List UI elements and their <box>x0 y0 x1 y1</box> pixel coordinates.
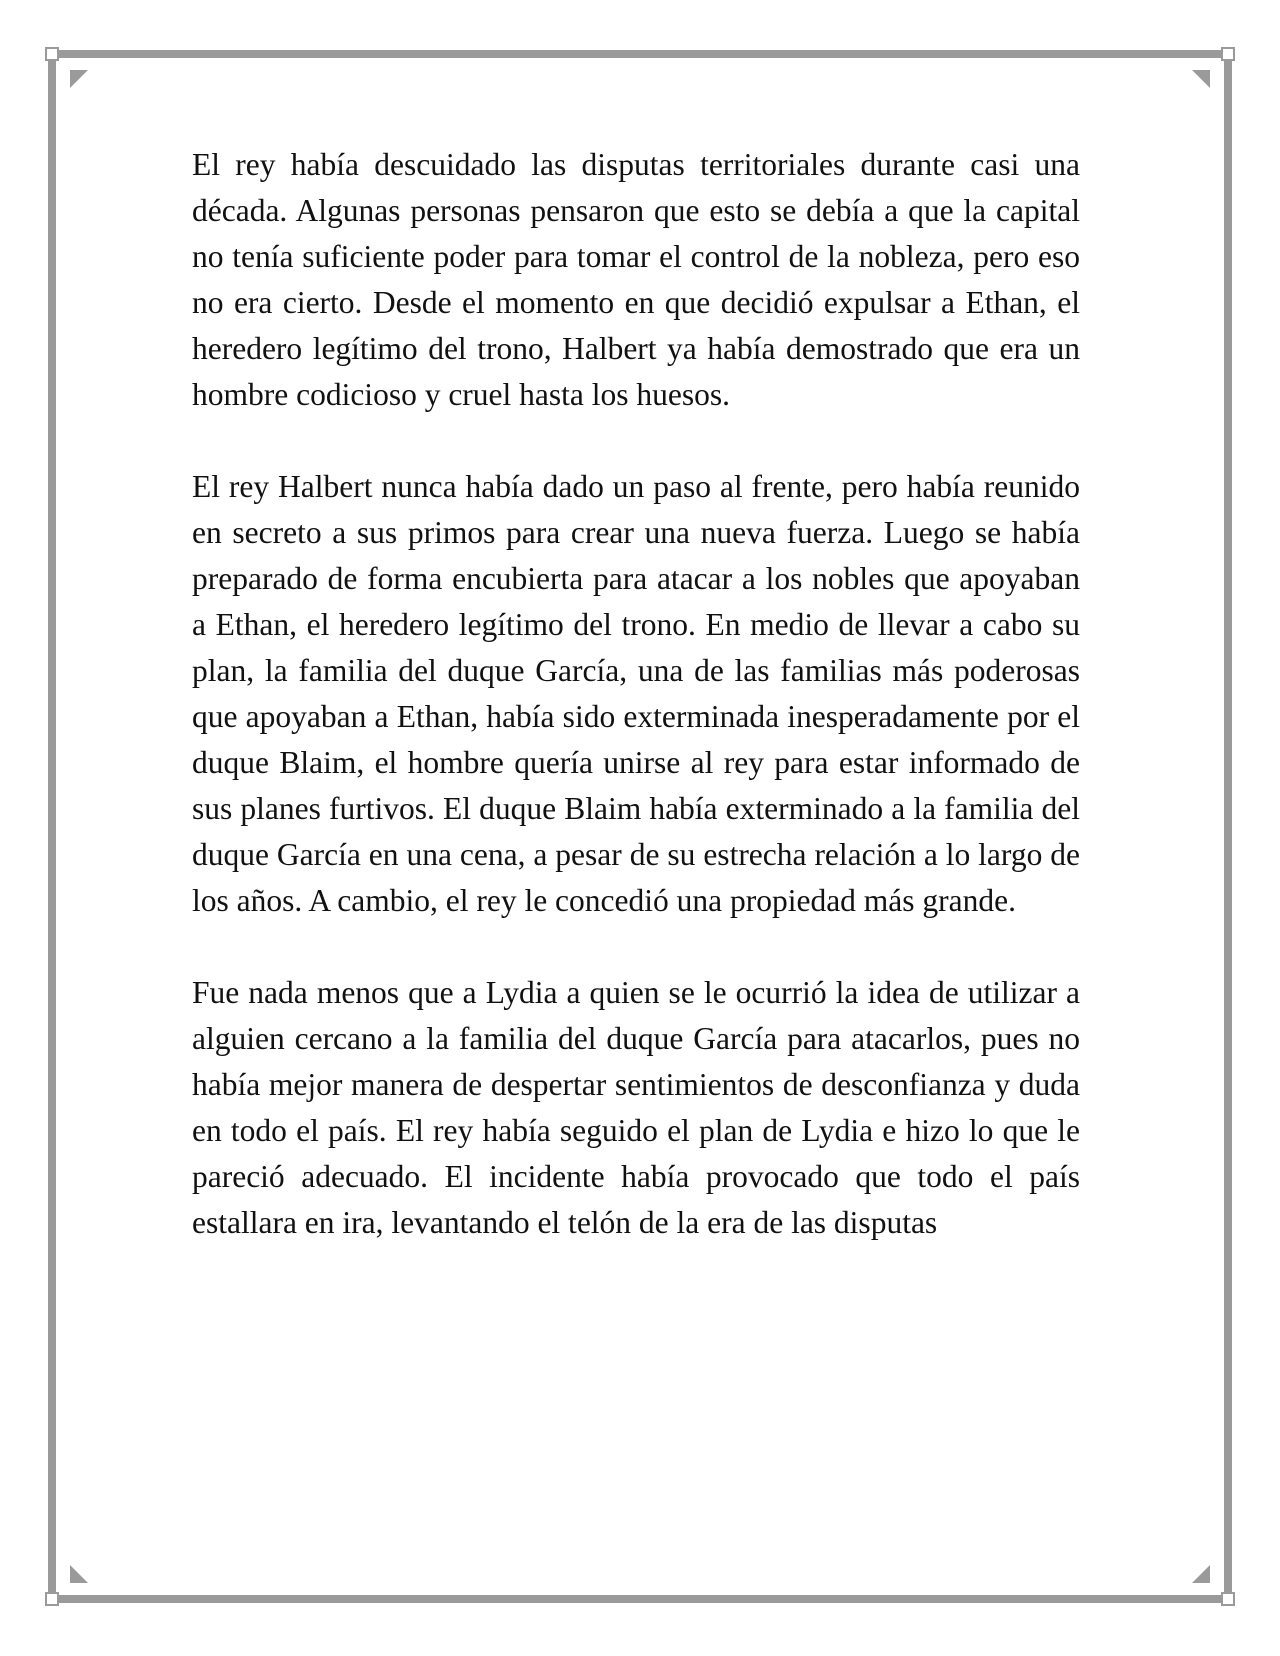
frame-top-border <box>52 50 1228 58</box>
corner-triangle-top-left-icon <box>70 70 88 88</box>
corner-triangle-top-right-icon <box>1192 70 1210 88</box>
corner-triangle-bottom-left-icon <box>70 1565 88 1583</box>
frame-corner-bottom-left <box>45 1592 59 1606</box>
frame-corner-bottom-right <box>1221 1592 1235 1606</box>
page-text <box>192 142 1080 1292</box>
paragraph-1: El rey había descuidado las disputas territoriales durante casi una década. Algunas personas pensaron que esto se debía a que la capital no tenía suficiente poder para tomar el control de la nobleza, pero eso no era cierto. Desde el momento en que decidió expulsar a Ethan, el heredero legítimo del trono, Halbert ya había demostrado que era un hombre codicioso y cruel hasta los huesos. <box>192 147 1080 412</box>
paragraph-3: Fue nada menos que a Lydia a quien se le ocurrió la idea de utilizar a alguien cercano a la familia del duque García para atacarlos, pues no había mejor manera de despertar sentimientos de desconfianza y duda en todo el país. El rey había seguido el plan de Lydia e hizo lo que le pareció adecuado. El incidente había provocado que todo el país estallara en ira, levantando el telón de la era de las disputas <box>192 975 1080 1240</box>
frame-corner-top-left <box>45 47 59 61</box>
frame-right-border <box>1224 54 1232 1599</box>
paragraph-2: El rey Halbert nunca había dado un paso al frente, pero había reunido en secreto a sus primos para crear una nueva fuerza. Luego se había preparado de forma encubierta para atacar a los nobles que apoyaban a Ethan, el heredero legítimo del trono. En medio de llevar a cabo su plan, la familia del duque García, una de las familias más poderosas que apoyaban a Ethan, había sido exterminada inesperadamente por el duque Blaim, el hombre quería unirse al rey para estar informado de sus planes furtivos. El duque Blaim había exterminado a la familia del duque García en una cena, a pesar de su estrecha relación a lo largo de los años. A cambio, el rey le concedió una propiedad más grande. <box>192 469 1080 918</box>
corner-triangle-bottom-right-icon <box>1192 1565 1210 1583</box>
frame-left-border <box>48 54 56 1599</box>
frame-bottom-border <box>52 1595 1228 1603</box>
frame-corner-top-right <box>1221 47 1235 61</box>
